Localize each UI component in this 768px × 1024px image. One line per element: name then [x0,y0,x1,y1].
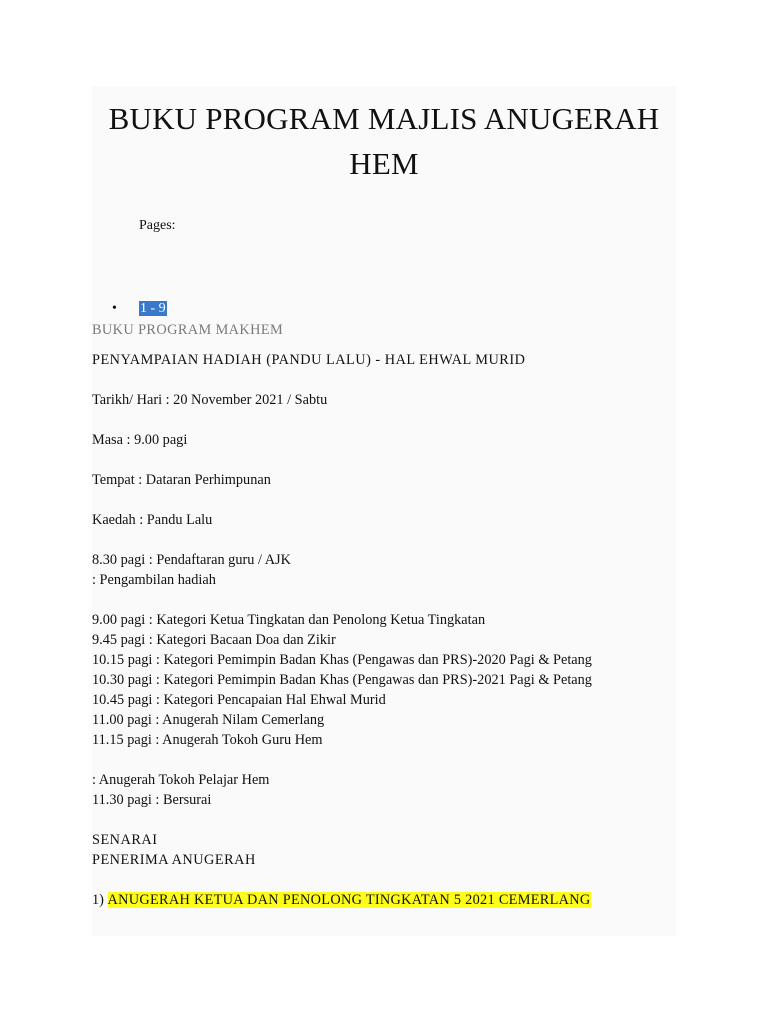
closing-line: 11.30 pagi : Bersurai [92,792,212,808]
award-highlighted-text: ANUGERAH KETUA DAN PENOLONG TINGKATAN 5 2021 CEMERLANG [107,892,591,908]
section-heading: BUKU PROGRAM MAKHEM [92,322,284,338]
detail-tarikh: Tarikh/ Hari : 20 November 2021 / Sabtu [92,392,328,408]
schedule-line: 9.00 pagi : Kategori Ketua Tingkatan dan Penolong Ketua Tingkatan [92,612,486,628]
schedule-line: 11.15 pagi : Anugerah Tokoh Guru Hem [92,732,323,748]
schedule-line: 10.30 pagi : Kategori Pemimpin Badan Khas (Pengawas dan PRS)-2021 Pagi & Petang [92,672,592,688]
registration-line: 8.30 pagi : Pendaftaran guru / AJK [92,552,291,568]
registration-line: : Pengambilan hadiah [92,572,216,588]
document-title [92,96,676,186]
detail-tempat: Tempat : Dataran Perhimpunan [92,472,271,488]
pages-list [112,300,167,318]
title-line-1: BUKU PROGRAM MAJLIS ANUGERAH [108,101,660,136]
pages-label: Pages: [139,218,176,233]
recipients-heading-line: SENARAI [92,832,158,848]
schedule-line: 10.15 pagi : Kategori Pemimpin Badan Khas (Pengawas dan PRS)-2020 Pagi & Petang [92,652,592,668]
schedule-line: 10.45 pagi : Kategori Pencapaian Hal Ehwal Murid [92,692,386,708]
pages-list-item [112,300,167,318]
document-body [92,320,692,910]
title-line-2: HEM [349,146,419,181]
recipients-heading-line: PENERIMA ANUGERAH [92,852,256,868]
award-number: 1) [92,892,104,908]
closing-line: : Anugerah Tokoh Pelajar Hem [92,772,270,788]
schedule-line: 9.45 pagi : Kategori Bacaan Doa dan Zikir [92,632,336,648]
award-item [92,890,692,910]
schedule-line: 11.00 pagi : Anugerah Nilam Cemerlang [92,712,325,728]
pages-link[interactable]: 1 - 9 [140,301,166,316]
detail-kaedah: Kaedah : Pandu Lalu [92,512,213,528]
detail-masa: Masa : 9.00 pagi [92,432,188,448]
bullet-icon: • [112,301,117,316]
subheading: PENYAMPAIAN HADIAH (PANDU LALU) - HAL EHWAL MURID [92,352,526,368]
